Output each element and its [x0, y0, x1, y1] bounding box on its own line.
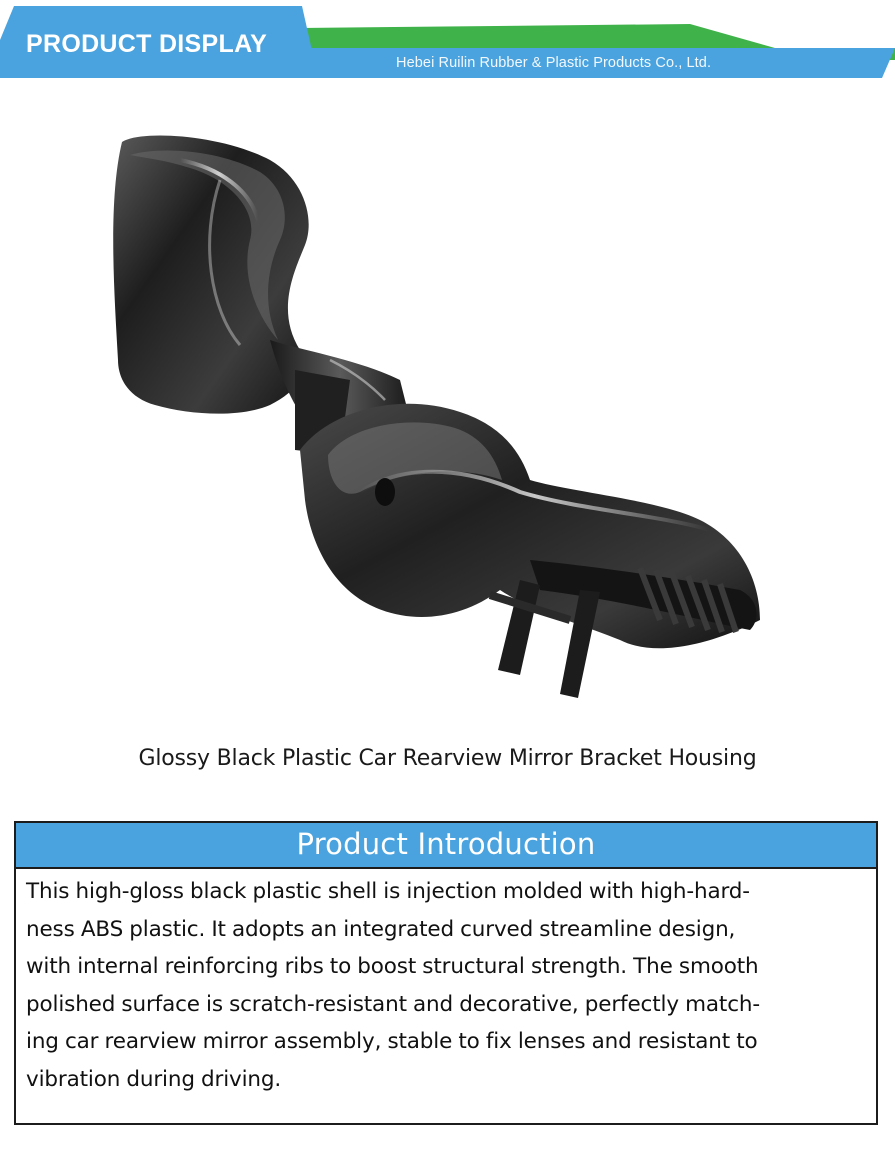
mirror-bracket-illustration	[100, 120, 800, 720]
product-photo	[100, 120, 800, 720]
introduction-line: polished surface is scratch-resistant and decorative, perfectly match-	[26, 991, 760, 1017]
introduction-line: vibration during driving.	[26, 1066, 282, 1092]
introduction-line: with internal reinforcing ribs to boost structural strength. The smooth	[26, 954, 759, 979]
product-caption: Glossy Black Plastic Car Rearview Mirror Bracket Housing	[138, 746, 757, 771]
introduction-line: ing car rearview mirror assembly, stable to fix lenses and resistant to	[26, 1029, 758, 1054]
page-title: PRODUCT DISPLAY	[26, 30, 268, 58]
introduction-line: ness ABS plastic. It adopts an integrated curved streamline design,	[26, 916, 736, 942]
company-name: Hebei Ruilin Rubber & Plastic Products Co., Ltd.	[396, 55, 712, 71]
introduction-text	[26, 873, 862, 1098]
introduction-line: This high-gloss black plastic shell is injection molded with high-hard-	[26, 879, 750, 904]
product-introduction-box	[14, 821, 878, 1125]
introduction-title: Product Introduction	[16, 823, 876, 869]
header-banner	[0, 0, 895, 80]
